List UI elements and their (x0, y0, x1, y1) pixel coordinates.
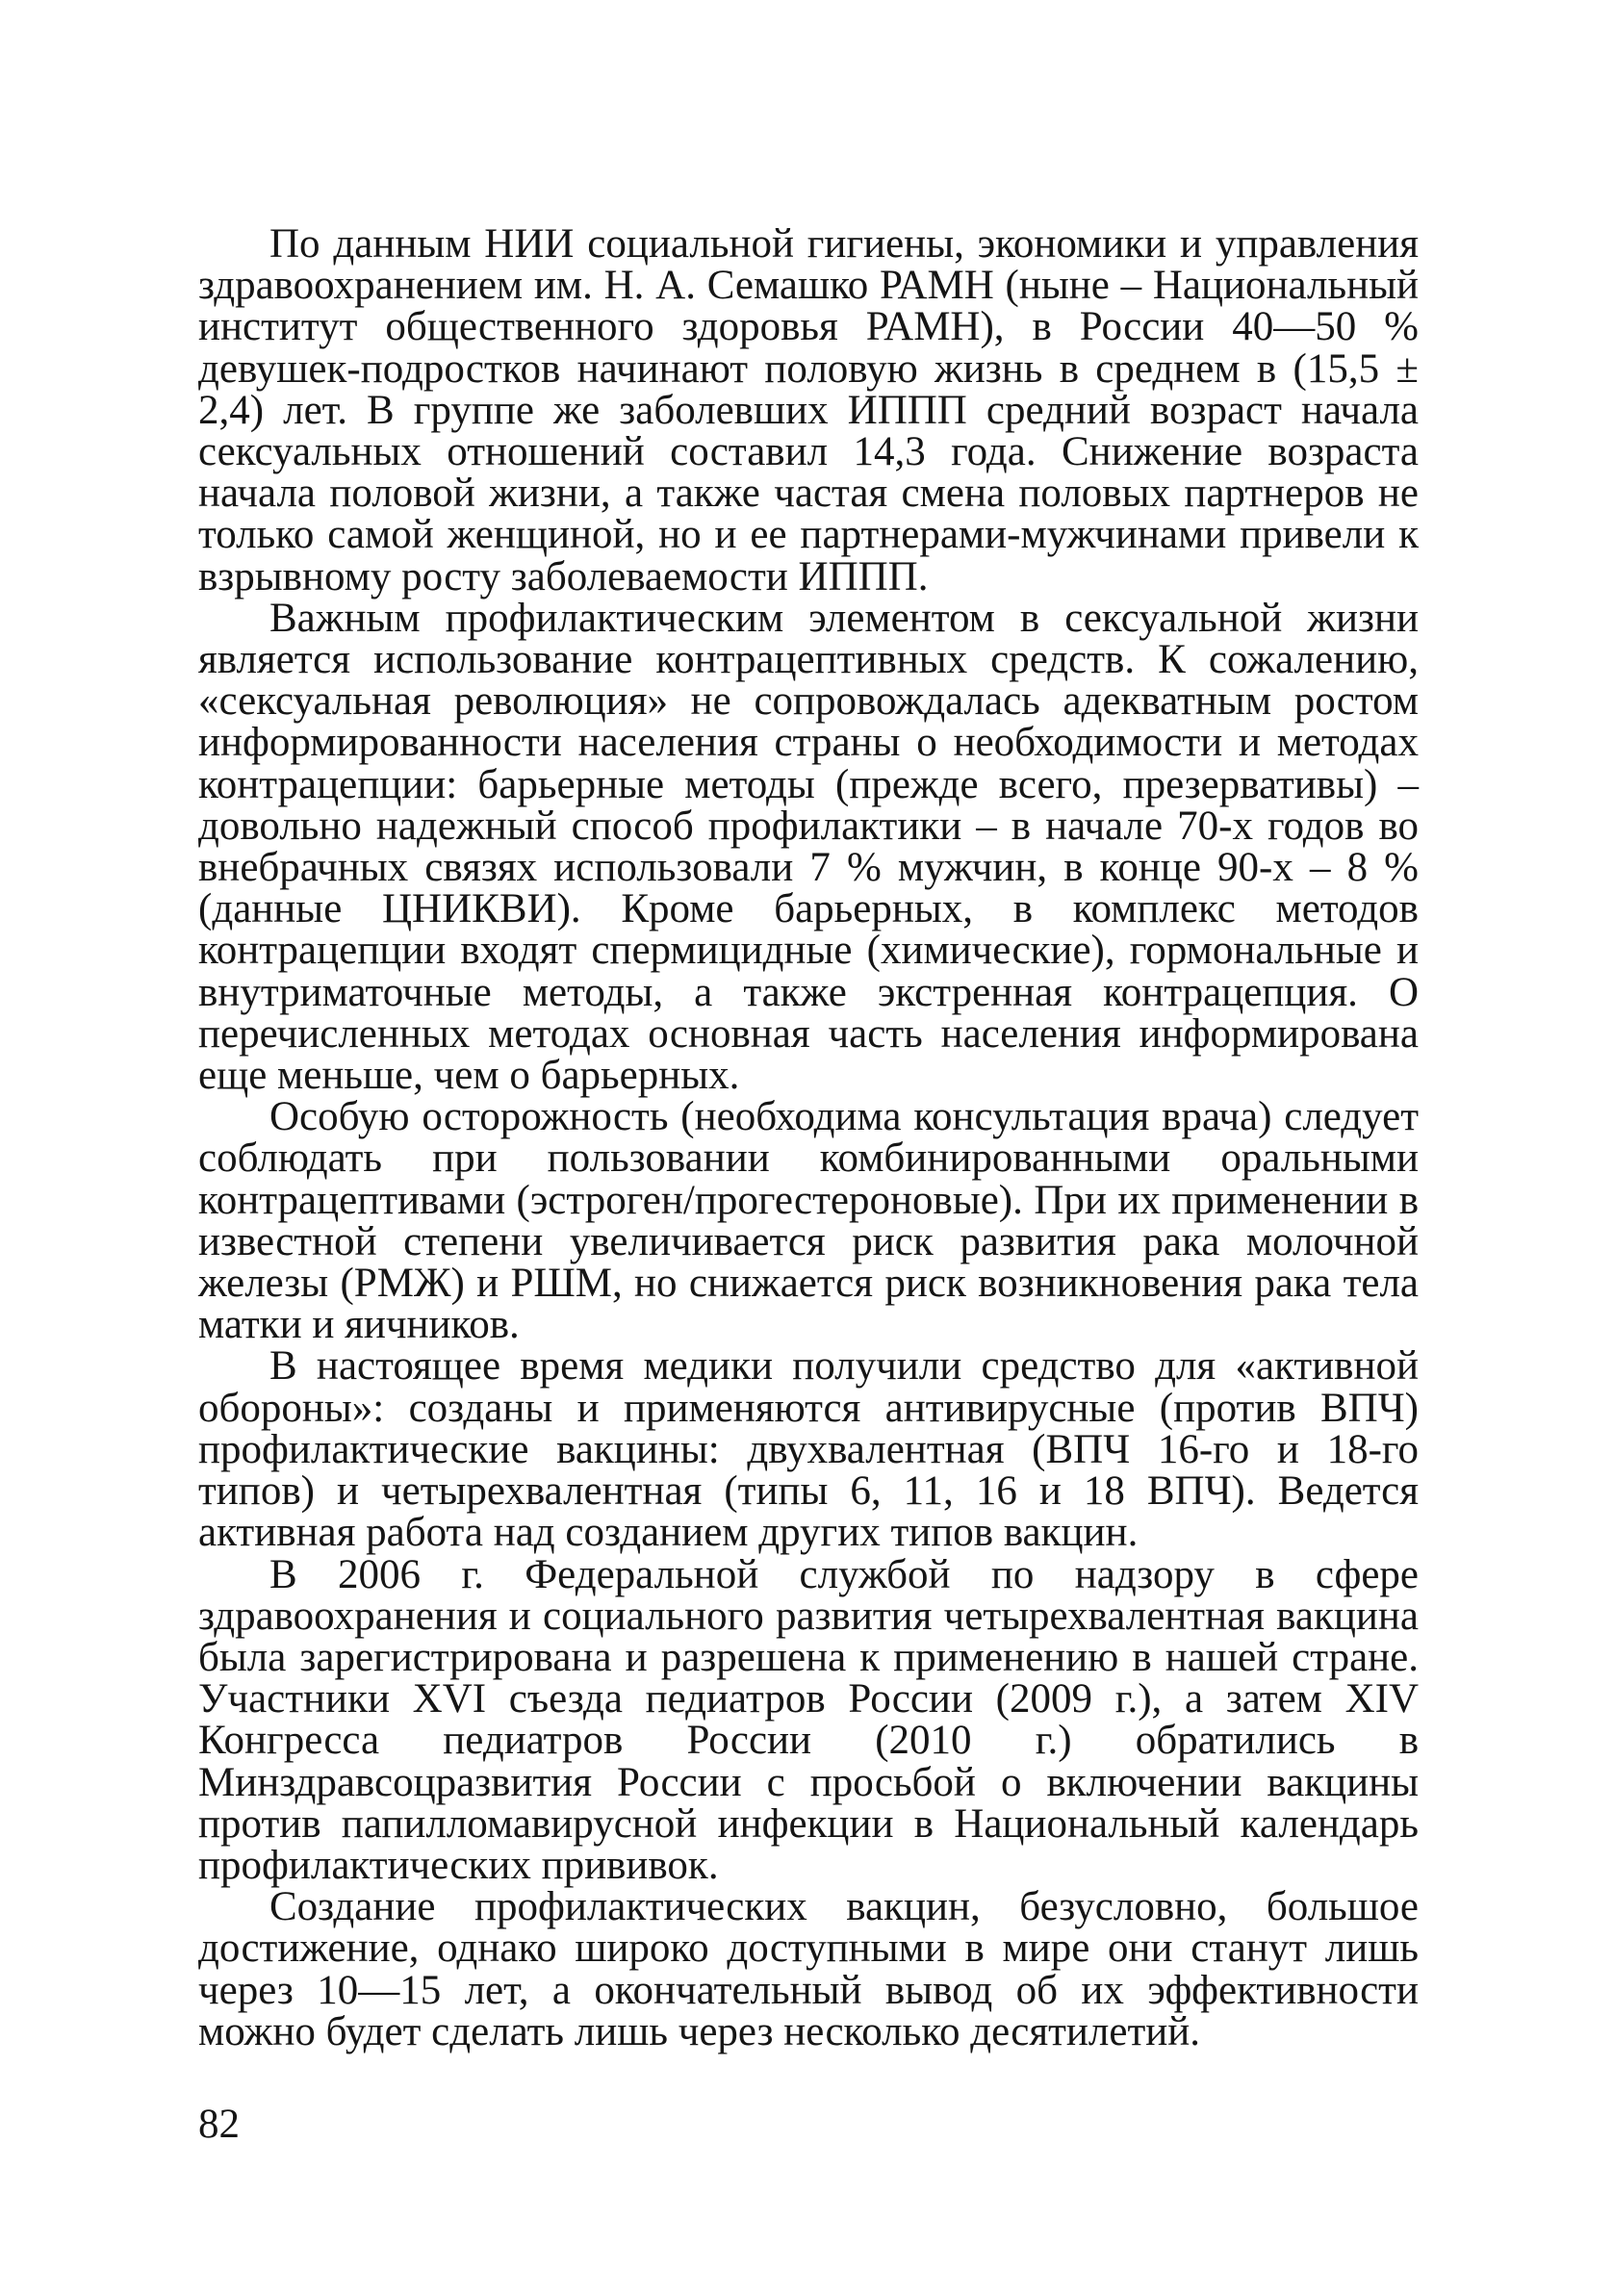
paragraph: В настоящее время медики получили средство для «активной обороны»: созданы и применяются антивирусные (против ВПЧ) профилактические вакцины: двухвалентная (ВПЧ 16-го и 18-го типов) и четырехвалентная (типы 6, 11, 16 и 18 ВПЧ). Ведется активная работа над созданием других типов вакцин. (198, 1343, 1419, 1556)
paragraph: В 2006 г. Федеральной службой по надзору в сфере здравоохранения и социального развития четырехвалентная вакцина была зарегистрирована и разрешена к применению в нашей стране. Участники XVI съезда педиатров России (2009 г.), а затем XIV Конгресса педиатров России (2010 г.) обратились в Минздравсоцразвития России с просьбой о включении вакцины против папилломавирусной инфекции в Национальный календарь профилактических прививок. (198, 1551, 1419, 1888)
body-text (198, 223, 1419, 2053)
page-number: 82 (198, 2102, 240, 2147)
paragraph: Особую осторожность (необходима консультация врача) следует соблюдать при пользовании комбинированными оральными контрацептивами (эстроген/прогестероновые). При их применении в известной степени увеличивается риск развития рака молочной железы (РМЖ) и РШМ, но снижается риск возникновения рака тела матки и яичников. (198, 1094, 1419, 1348)
paragraph: Важным профилактическим элементом в сексуальной жизни является использование контрацептивных средств. К сожалению, «сексуальная революция» не сопровождалась адекватным ростом информированности населения страны о необходимости и методах контрацепции: барьерные методы (прежде всего, презервативы) – довольно надежный способ профилактики – в начале 70-х годов во внебрачных связях использовали 7 % мужчин, в конце 90-х – 8 % (данные ЦНИКВИ). Кроме барьерных, в комплекс методов контрацепции входят спермицидные (химические), гормональные и внутриматочные методы, а также экстренная контрацепция. О перечисленных методах основная часть населения информирована еще меньше, чем о барьерных. (198, 595, 1419, 1099)
paragraph: Создание профилактических вакцин, безусловно, большое достижение, однако широко доступными в мире они станут лишь через 10—15 лет, а окончательный вывод об их эффективности можно будет сделать лишь через несколько десятилетий. (198, 1884, 1419, 2054)
paragraph: По данным НИИ социальной гигиены, экономики и управления здравоохранением им. Н. А. Семашко РАМН (ныне – Национальный институт общественного здоровья РАМН), в России 40—50 % девушек-подростков начинают половую жизнь в среднем в (15,5 ± 2,4) лет. В группе же заболевших ИППП средний возраст начала сексуальных отношений составил 14,3 года. Снижение возраста начала половой жизни, а также частая смена половых партнеров не только самой женщиной, но и ее партнерами-мужчинами привели к взрывному росту заболеваемости ИППП. (198, 221, 1419, 600)
